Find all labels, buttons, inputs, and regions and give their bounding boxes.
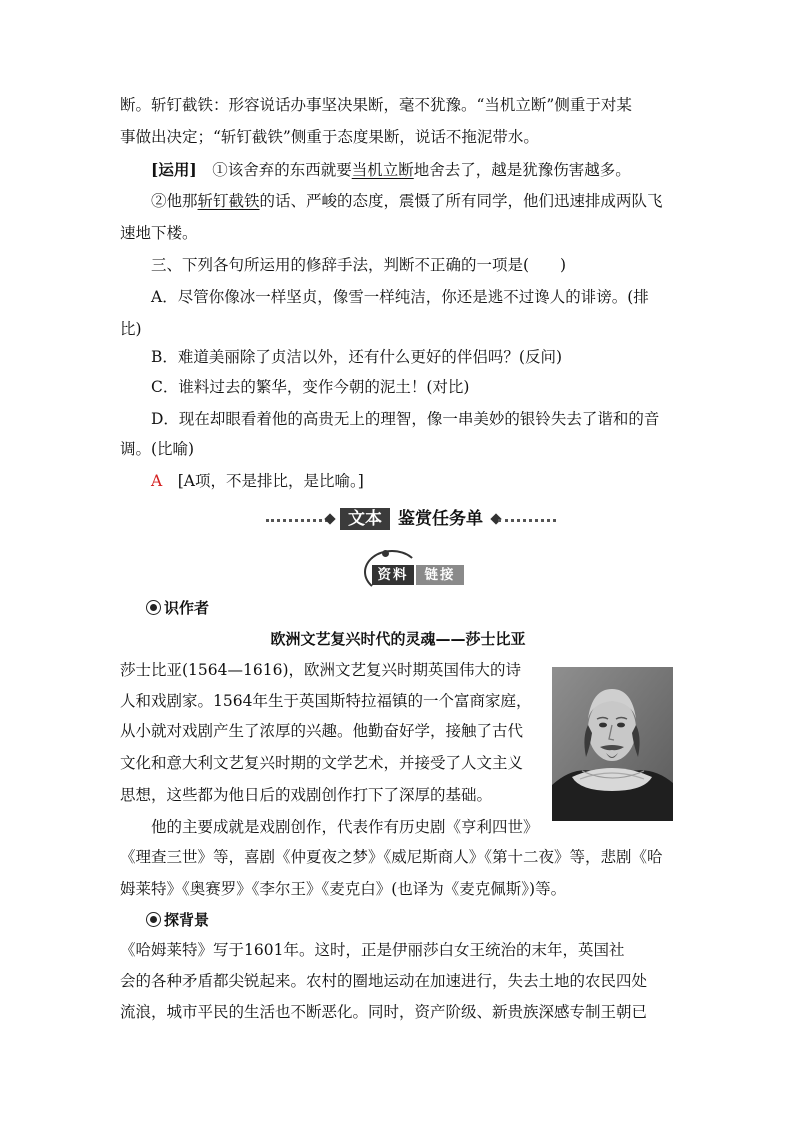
author-line: 文化和意大利文艺复兴时期的文学艺术，并接受了人文主义 [120,754,524,772]
usage-example-1 [151,154,707,187]
underlined-term: 当机立断 [351,161,414,179]
text-span: ②他那 [151,192,198,210]
text-line: 速地下楼。 [120,224,198,242]
subheading-label: 识作者 [164,599,210,617]
background-line: 《哈姆莱特》写于1601年。这时，正是伊丽莎白女王统治的末年，英国社 [120,941,625,959]
answer-line [151,466,707,498]
author-line: 《理查三世》等，喜剧《仲夏夜之梦》《威尼斯商人》《第十二夜》等，悲剧《哈 [120,848,663,866]
article-title: 欧洲文艺复兴时代的灵魂——莎士比亚 [270,630,526,648]
author-line: 人和戏剧家。1564年生于英国斯特拉福镇的一个富商家庭， [120,692,532,710]
author-line: 从小就对戏剧产生了浓厚的兴趣。他勤奋好学，接触了古代 [120,722,524,740]
answer-explanation: [A项，不是排比，是比喻。] [177,472,364,490]
author-line: 思想，这些都为他日后的戏剧创作打下了深厚的基础。 [120,786,493,804]
author-line: 他的主要成就是戏剧创作，代表作有历史剧《亨利四世》 [151,818,539,836]
usage-example-2 [151,186,707,218]
option-d-cont: 调。(比喻) [120,440,195,458]
subheading-background [146,910,209,930]
text-line: 断。斩钉截铁：形容说话办事坚决果断，毫不犹豫。“当机立断”侧重于对某 [120,96,632,114]
text-line: 事做出决定；“斩钉截铁”侧重于态度果断，说话不拖泥带水。 [120,128,539,146]
badge-right: 链接 [416,565,464,585]
option-c: C．谁料过去的繁华，变作今朝的泥土！(对比) [151,378,470,396]
banner-dots-left [266,519,328,522]
section-banner [262,507,562,533]
option-a: A．尽管你像冰一样坚贞，像雪一样纯洁，你还是逃不过谗人的诽谤。(排 [151,288,649,306]
author-line: 莎士比亚(1564—1616)，欧洲文艺复兴时期英国伟大的诗 [120,661,521,679]
subheading-label: 探背景 [164,911,210,929]
usage-tag: [运用] [151,160,197,179]
option-a-cont: 比) [120,320,142,338]
answer-letter: A [151,472,163,490]
text-span: 的话、严峻的态度，震慑了所有同学，他们迅速排成两队飞 [259,192,663,210]
background-line: 会的各种矛盾都尖锐起来。农村的圈地运动在加速进行，失去土地的农民四处 [120,972,648,990]
banner-tag: 文本 [340,508,390,530]
question-stem: 三、下列各句所运用的修辞手法，判断不正确的一项是( ) [151,256,567,274]
bullet-circle-icon [146,912,161,927]
banner-dots-right [498,519,556,522]
resource-link-badge [360,548,468,586]
banner-title: 鉴赏任务单 [398,509,483,529]
text-span: ①该舍弃的东西就要 [212,161,352,179]
shakespeare-portrait [552,667,673,821]
background-line: 流浪，城市平民的生活也不断恶化。同时，资产阶级、新贵族深感专制王朝已 [120,1003,648,1021]
option-d: D．现在却眼看着他的高贵无上的理智，像一串美妙的银铃失去了谐和的音 [151,410,660,428]
subheading-author [146,598,209,618]
author-line: 姆莱特》《奥赛罗》《李尔王》《麦克白》(也译为《麦克佩斯》)等。 [120,880,567,898]
option-b: B．难道美丽除了贞洁以外，还有什么更好的伴侣吗？(反问) [151,348,562,366]
bullet-circle-icon [146,600,161,615]
text-span: 地舍去了，越是犹豫伤害越多。 [413,161,631,179]
diamond-icon [324,513,335,524]
dot-decoration [382,550,389,557]
underlined-term: 斩钉截铁 [197,192,260,210]
badge-left: 资料 [372,565,414,585]
